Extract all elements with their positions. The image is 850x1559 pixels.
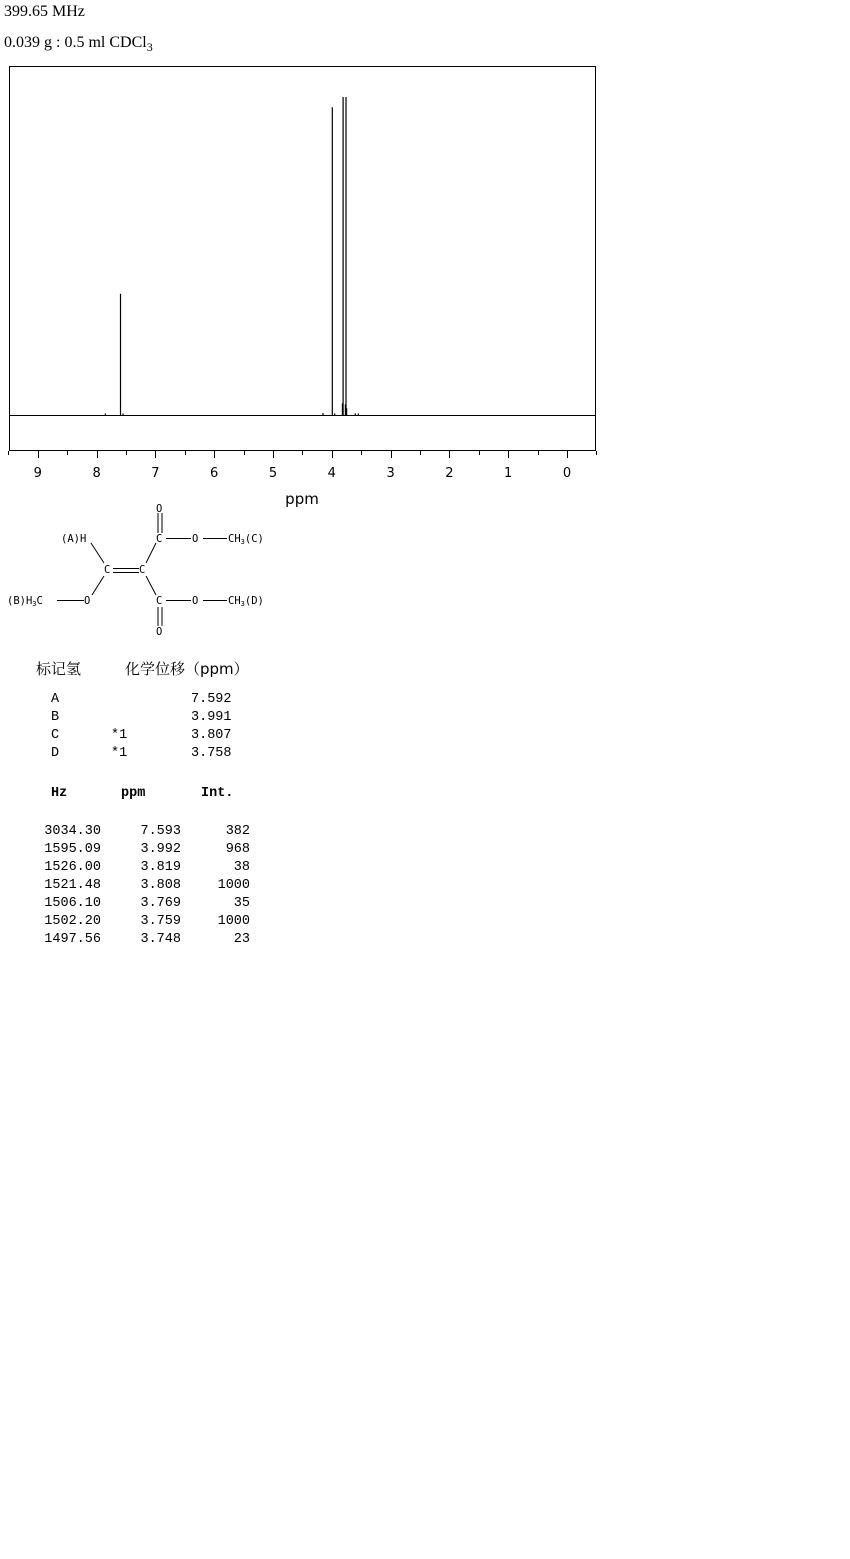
spectrometer-frequency: 399.65 MHz bbox=[4, 3, 85, 20]
sample-subscript: 3 bbox=[146, 40, 153, 54]
atom-c-carbonyl-bottom: C bbox=[156, 595, 163, 607]
assignment-note: *1 bbox=[111, 746, 128, 761]
peak-intensity: 1000 bbox=[217, 914, 250, 929]
x-tick-label: 4 bbox=[327, 466, 336, 481]
atom-o-ester-bottom: O bbox=[192, 595, 199, 607]
sample-concentration bbox=[4, 34, 153, 55]
peak-intensity: 382 bbox=[225, 824, 250, 839]
atom-c2: C bbox=[139, 564, 146, 576]
peak-intensity: 1000 bbox=[217, 878, 250, 893]
assignment-shift: 7.592 bbox=[191, 692, 232, 707]
assignment-header-h: 标记氢 bbox=[36, 660, 82, 678]
x-tick-label: 1 bbox=[504, 466, 513, 481]
x-axis-label: ppm bbox=[285, 490, 319, 508]
peak-hz: 1526.00 bbox=[44, 860, 101, 875]
assignment-shift: 3.758 bbox=[191, 746, 232, 761]
assignment-header-shift: 化学位移（ppm） bbox=[125, 660, 249, 678]
peak-hz: 1595.09 bbox=[44, 842, 101, 857]
peak-hz: 1521.48 bbox=[44, 878, 101, 893]
peak-hz: 1502.20 bbox=[44, 914, 101, 929]
label-a-h: (A)H bbox=[61, 533, 87, 545]
x-tick-label: 8 bbox=[92, 466, 101, 481]
atom-o-ester-top: O bbox=[192, 533, 199, 545]
assignment-shift: 3.807 bbox=[191, 728, 232, 743]
assignment-label: A bbox=[51, 692, 60, 707]
atom-c1: C bbox=[104, 564, 111, 576]
assignment-label: B bbox=[51, 710, 60, 725]
peak-table-header-ppm: ppm bbox=[121, 786, 146, 801]
label-d-sub: 3 bbox=[240, 600, 245, 608]
peak-ppm: 3.769 bbox=[140, 896, 181, 911]
label-b-h: (B)H bbox=[7, 595, 33, 607]
assignment-label: D bbox=[51, 746, 60, 761]
x-tick-label: 9 bbox=[33, 466, 42, 481]
peak-table-header-hz: Hz bbox=[51, 786, 68, 801]
atom-o-methoxy: O bbox=[84, 595, 91, 607]
assignment-note: *1 bbox=[111, 728, 128, 743]
plot-frame bbox=[10, 67, 596, 451]
atom-o-carbonyl-top: O bbox=[156, 503, 163, 515]
x-tick-label: 7 bbox=[151, 466, 160, 481]
sample-text: 0.039 g : 0.5 ml CDCl bbox=[4, 34, 147, 51]
peak-table-header-int: Int. bbox=[201, 786, 234, 801]
x-axis-ticks bbox=[9, 451, 597, 481]
peak-intensity: 35 bbox=[233, 896, 250, 911]
label-c-sub: 3 bbox=[240, 538, 245, 546]
label-d-tag: (D) bbox=[244, 595, 264, 607]
peak-ppm: 3.992 bbox=[140, 842, 181, 857]
peak-ppm: 3.759 bbox=[140, 914, 181, 929]
peak-intensity: 23 bbox=[233, 932, 250, 947]
x-tick-label: 0 bbox=[562, 466, 572, 481]
label-b-sub: 3 bbox=[32, 600, 37, 608]
label-b-c: C bbox=[36, 595, 43, 607]
peak-hz: 3034.30 bbox=[44, 824, 101, 839]
peak-hz: 1497.56 bbox=[44, 932, 101, 947]
label-d-ch3 bbox=[228, 595, 264, 608]
peak-ppm: 3.748 bbox=[140, 932, 181, 947]
x-tick-label: 6 bbox=[210, 466, 219, 481]
molecule-structure bbox=[0, 495, 300, 645]
peak-intensity: 38 bbox=[233, 860, 250, 875]
label-c-ch: CH bbox=[228, 533, 241, 545]
label-b-h3c bbox=[7, 595, 43, 608]
peak-ppm: 3.808 bbox=[140, 878, 181, 893]
x-tick-label: 2 bbox=[445, 466, 454, 481]
peak-intensity: 968 bbox=[225, 842, 250, 857]
peak-ppm: 7.593 bbox=[140, 824, 181, 839]
atom-c-carbonyl-top: C bbox=[156, 533, 163, 545]
nmr-spectrum-chart bbox=[0, 60, 610, 510]
spectrum-peaks bbox=[105, 97, 358, 416]
peak-ppm: 3.819 bbox=[140, 860, 181, 875]
x-tick-label: 3 bbox=[386, 466, 395, 481]
assignment-label: C bbox=[51, 728, 60, 743]
label-c-tag: (C) bbox=[244, 533, 264, 545]
assignment-shift: 3.991 bbox=[191, 710, 232, 725]
x-tick-label: 5 bbox=[268, 466, 278, 481]
peak-hz: 1506.10 bbox=[44, 896, 101, 911]
label-c-ch3 bbox=[228, 533, 264, 546]
atom-o-carbonyl-bottom: O bbox=[156, 626, 163, 638]
label-d-ch: CH bbox=[228, 595, 241, 607]
